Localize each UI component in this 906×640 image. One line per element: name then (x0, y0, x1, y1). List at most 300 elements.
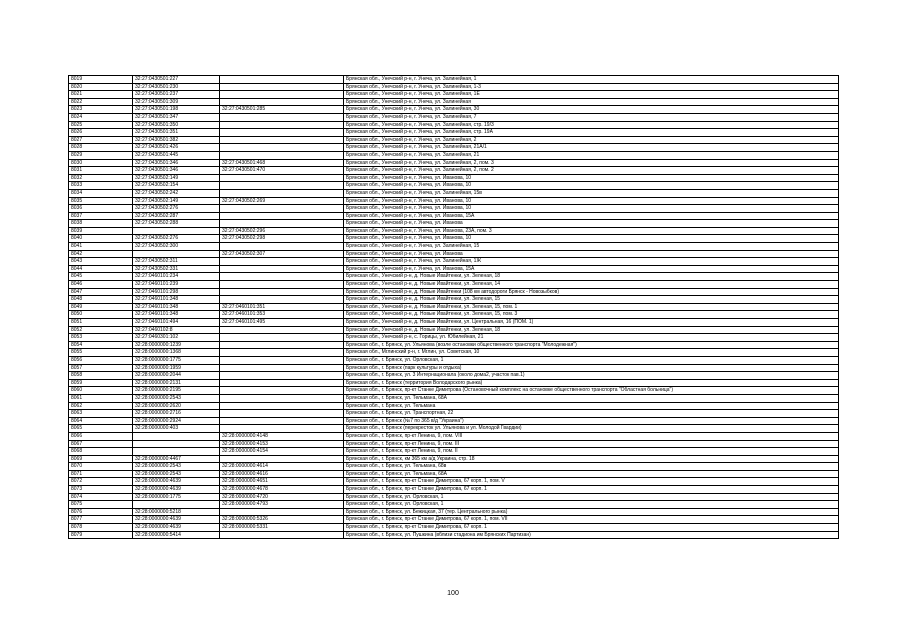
cadastral-number-cell: 32:27:0460101:494 (133, 319, 220, 327)
address-cell: Брянская обл., Унечский р-н, г. Унеча, ул. Залинейная, 15 (344, 243, 839, 251)
registry-table-body (69, 76, 839, 539)
linked-cadastral-number-cell: 32:27:0460101:351 (220, 303, 344, 311)
linked-cadastral-number-cell (220, 205, 344, 213)
table-row (69, 326, 839, 334)
linked-cadastral-number-cell: 32:28:0000000:4793 (220, 501, 344, 509)
table-row (69, 402, 839, 410)
table-row (69, 455, 839, 463)
linked-cadastral-number-cell: 32:28:0000000:4153 (220, 440, 344, 448)
cadastral-number-cell: 32:28:0000000:403 (133, 425, 220, 433)
table-row (69, 425, 839, 433)
address-cell: Брянская обл., Унечский р-н, г. Унеча, ул. Залинейная, 7 (344, 113, 839, 121)
table-row (69, 98, 839, 106)
linked-cadastral-number-cell (220, 265, 344, 273)
address-cell: Брянская обл., Унечский р-н, д. Новые Ивайтенки, ул. Центральная, 16 (ПОМ. 1) (344, 319, 839, 327)
address-cell: Брянская обл., Унечский р-н, г. Унеча, ул. Залинейная, 2 (344, 136, 839, 144)
table-row (69, 220, 839, 228)
address-cell: Брянская обл., Унечский р-н, г. Унеча, ул. Иванова, 23А, пом. 3 (344, 227, 839, 235)
linked-cadastral-number-cell (220, 326, 344, 334)
cadastral-number-cell: 32:27:0460101:348 (133, 311, 220, 319)
table-row (69, 379, 839, 387)
table-row (69, 470, 839, 478)
row-number-cell: 8030 (69, 159, 133, 167)
table-row (69, 410, 839, 418)
address-cell: Брянская обл., г. Брянск (парк культуры и отдыха) (344, 364, 839, 372)
linked-cadastral-number-cell (220, 91, 344, 99)
row-number-cell: 8046 (69, 281, 133, 289)
row-number-cell: 8037 (69, 212, 133, 220)
table-row (69, 197, 839, 205)
table-row (69, 356, 839, 364)
linked-cadastral-number-cell: 32:28:0000000:4651 (220, 478, 344, 486)
row-number-cell: 8043 (69, 258, 133, 266)
linked-cadastral-number-cell (220, 394, 344, 402)
cadastral-number-cell (133, 227, 220, 235)
row-number-cell: 8021 (69, 91, 133, 99)
address-cell: Брянская обл., Унечский р-н, г. Унеча, ул. Иванова, 10 (344, 197, 839, 205)
linked-cadastral-number-cell: 32:27:0430502:269 (220, 197, 344, 205)
linked-cadastral-number-cell (220, 281, 344, 289)
linked-cadastral-number-cell (220, 212, 344, 220)
table-row (69, 372, 839, 380)
table-row (69, 341, 839, 349)
address-cell: Брянская обл., г. Брянск (№7 по 365 в/д "Украина") (344, 417, 839, 425)
table-row (69, 417, 839, 425)
row-number-cell: 8064 (69, 417, 133, 425)
table-row (69, 394, 839, 402)
row-number-cell: 8072 (69, 478, 133, 486)
linked-cadastral-number-cell (220, 182, 344, 190)
table-row (69, 493, 839, 501)
table-row (69, 159, 839, 167)
cadastral-number-cell: 32:28:0000000:2543 (133, 470, 220, 478)
cadastral-number-cell: 32:27:0430502:242 (133, 189, 220, 197)
row-number-cell: 8027 (69, 136, 133, 144)
row-number-cell: 8036 (69, 205, 133, 213)
address-cell: Брянская обл., Унечский р-н, г. Унеча, ул. Залинейная, стр. 19/3 (344, 121, 839, 129)
linked-cadastral-number-cell (220, 243, 344, 251)
linked-cadastral-number-cell: 32:28:0000000:5326 (220, 516, 344, 524)
address-cell: Брянская обл., Унечский р-н, г. Унеча, ул. Залинейная, 21А/1 (344, 144, 839, 152)
linked-cadastral-number-cell (220, 136, 344, 144)
row-number-cell: 8020 (69, 83, 133, 91)
row-number-cell: 8022 (69, 98, 133, 106)
row-number-cell: 8059 (69, 379, 133, 387)
table-row (69, 83, 839, 91)
linked-cadastral-number-cell: 32:27:0430501:468 (220, 159, 344, 167)
table-row (69, 243, 839, 251)
address-cell: Брянская обл., Унечский р-н, г. Унеча, ул. Иванова (344, 220, 839, 228)
table-row (69, 334, 839, 342)
cadastral-number-cell: 32:27:0430502:149 (133, 197, 220, 205)
row-number-cell: 8067 (69, 440, 133, 448)
row-number-cell: 8041 (69, 243, 133, 251)
linked-cadastral-number-cell (220, 83, 344, 91)
cadastral-number-cell: 32:27:0430501:347 (133, 113, 220, 121)
linked-cadastral-number-cell (220, 531, 344, 539)
linked-cadastral-number-cell (220, 189, 344, 197)
cadastral-number-cell: 32:27:0430501:351 (133, 129, 220, 137)
address-cell: Брянская обл., Унечский р-н, д. Новые Ивайтенки, ул. Зеленая, 14 (344, 281, 839, 289)
registry-table (68, 75, 839, 539)
address-cell: Брянская обл., Унечский р-н, г. Унеча, ул. Залинейная, 1 (344, 76, 839, 84)
address-cell: Брянская обл., г. Брянск, пр-кт Ленина, 9, пом. VIII (344, 432, 839, 440)
linked-cadastral-number-cell (220, 258, 344, 266)
address-cell: Брянская обл., г. Брянск, ул. Пушкина (вблизи стадиона им Брянских Партизан) (344, 531, 839, 539)
row-number-cell: 8056 (69, 356, 133, 364)
address-cell: Брянская обл., г. Брянск (перекресток ул. Ульянова и ул. Молодой Гвардии) (344, 425, 839, 433)
address-cell: Брянская обл., Унечский р-н, с. Горицы, ул. Юбилейная, 21 (344, 334, 839, 342)
row-number-cell: 8068 (69, 448, 133, 456)
table-row (69, 189, 839, 197)
address-cell: Брянская обл., г. Брянск, ул. Транспортная, 22 (344, 410, 839, 418)
cadastral-number-cell: 32:28:0000000:2543 (133, 394, 220, 402)
cadastral-number-cell: 32:27:0430501:230 (133, 83, 220, 91)
table-row (69, 364, 839, 372)
row-number-cell: 8074 (69, 493, 133, 501)
linked-cadastral-number-cell: 32:28:0000000:5331 (220, 524, 344, 532)
row-number-cell: 8058 (69, 372, 133, 380)
cadastral-number-cell: 32:27:0460101:298 (133, 288, 220, 296)
table-row (69, 448, 839, 456)
table-row (69, 303, 839, 311)
table-row (69, 258, 839, 266)
table-row (69, 524, 839, 532)
row-number-cell: 8023 (69, 106, 133, 114)
cadastral-number-cell: 32:27:0430502:276 (133, 235, 220, 243)
table-row (69, 296, 839, 304)
address-cell: Брянская обл., Унечский р-н, г. Унеча, ул. Залинейная, 30 (344, 106, 839, 114)
address-cell: Брянская обл., Унечский р-н, д. Новые Ивайтенки, ул. Зеленая, 15 (344, 296, 839, 304)
linked-cadastral-number-cell (220, 455, 344, 463)
linked-cadastral-number-cell (220, 334, 344, 342)
linked-cadastral-number-cell (220, 113, 344, 121)
row-number-cell: 8047 (69, 288, 133, 296)
table-row (69, 174, 839, 182)
cadastral-number-cell (133, 440, 220, 448)
linked-cadastral-number-cell: 32:27:0460101:353 (220, 311, 344, 319)
linked-cadastral-number-cell: 32:28:0000000:4614 (220, 463, 344, 471)
table-row (69, 349, 839, 357)
cadastral-number-cell: 32:28:0000000:2620 (133, 402, 220, 410)
address-cell: Брянская обл., Унечский р-н, г. Унеча, ул. Иванова, 10 (344, 205, 839, 213)
cadastral-number-cell: 32:27:0430502:311 (133, 258, 220, 266)
linked-cadastral-number-cell (220, 98, 344, 106)
linked-cadastral-number-cell (220, 129, 344, 137)
cadastral-number-cell (133, 448, 220, 456)
cadastral-number-cell: 32:27:0430501:309 (133, 98, 220, 106)
address-cell: Брянская обл., г. Брянск, пр-кт Станке Димитрова, 67 корп. 1, пом. V (344, 478, 839, 486)
linked-cadastral-number-cell: 32:27:0430502:307 (220, 250, 344, 258)
linked-cadastral-number-cell: 32:27:0430502:296 (220, 227, 344, 235)
linked-cadastral-number-cell (220, 372, 344, 380)
table-row (69, 182, 839, 190)
cadastral-number-cell: 32:27:0430502:287 (133, 212, 220, 220)
address-cell: Брянская обл., Унечский р-н, г. Унеча, ул. Залинейная, 21 (344, 151, 839, 159)
cadastral-number-cell: 32:27:0460102:8 (133, 326, 220, 334)
address-cell: Брянская обл., г. Брянск, пр-кт Станке Димитрова (Остановочный комплекс на остановке общественного транспорта "Областная больница") (344, 387, 839, 395)
address-cell: Брянская обл., г. Брянск, пр-кт Станке Димитрова, 67 корп. 1 (344, 524, 839, 532)
cadastral-number-cell: 32:28:0000000:1775 (133, 356, 220, 364)
cadastral-number-cell: 32:27:0430502:149 (133, 174, 220, 182)
row-number-cell: 8062 (69, 402, 133, 410)
cadastral-number-cell: 32:28:0000000:2195 (133, 387, 220, 395)
address-cell: Брянская обл., г. Брянск, ул. Ульянова (возле остановки общественного транспорта "Молодежная") (344, 341, 839, 349)
row-number-cell: 8049 (69, 303, 133, 311)
cadastral-number-cell: 32:27:0430501:346 (133, 167, 220, 175)
linked-cadastral-number-cell (220, 341, 344, 349)
row-number-cell: 8031 (69, 167, 133, 175)
address-cell: Брянская обл., Унечский р-н, г. Унеча, ул. Иванова, 10 (344, 182, 839, 190)
address-cell: Брянская обл., г. Брянск, ул. Орловская, 1 (344, 493, 839, 501)
linked-cadastral-number-cell (220, 387, 344, 395)
row-number-cell: 8078 (69, 524, 133, 532)
row-number-cell: 8033 (69, 182, 133, 190)
linked-cadastral-number-cell (220, 151, 344, 159)
row-number-cell: 8039 (69, 227, 133, 235)
table-row (69, 463, 839, 471)
row-number-cell: 8024 (69, 113, 133, 121)
table-row (69, 432, 839, 440)
table-row (69, 265, 839, 273)
table-row (69, 212, 839, 220)
address-cell: Брянская обл., г. Брянск, ул. Тельмана (344, 402, 839, 410)
cadastral-number-cell: 32:27:0430501:382 (133, 136, 220, 144)
table-row (69, 235, 839, 243)
cadastral-number-cell: 32:28:0000000:1239 (133, 341, 220, 349)
linked-cadastral-number-cell: 32:27:0430501:285 (220, 106, 344, 114)
linked-cadastral-number-cell: 32:28:0000000:4720 (220, 493, 344, 501)
cadastral-number-cell: 32:28:0000000:5218 (133, 508, 220, 516)
row-number-cell: 8038 (69, 220, 133, 228)
linked-cadastral-number-cell (220, 144, 344, 152)
table-row (69, 106, 839, 114)
row-number-cell: 8042 (69, 250, 133, 258)
table-row (69, 129, 839, 137)
row-number-cell: 8076 (69, 508, 133, 516)
table-row (69, 76, 839, 84)
row-number-cell: 8032 (69, 174, 133, 182)
table-row (69, 288, 839, 296)
cadastral-number-cell (133, 250, 220, 258)
row-number-cell: 8077 (69, 516, 133, 524)
cadastral-number-cell: 32:27:0430501:346 (133, 159, 220, 167)
cadastral-number-cell: 32:27:0430501:227 (133, 76, 220, 84)
address-cell: Брянская обл., г. Брянск, км 365 км а/д Украина, стр. 18 (344, 455, 839, 463)
table-row (69, 508, 839, 516)
cadastral-number-cell (133, 432, 220, 440)
address-cell: Брянская обл., г. Брянск, пр-кт Станке Димитрова, 67 корп. 1 (344, 486, 839, 494)
table-row (69, 136, 839, 144)
row-number-cell: 8070 (69, 463, 133, 471)
address-cell: Брянская обл., Унечский р-н, д. Новые Ивайтенки, ул. Зеленая, 18 (344, 273, 839, 281)
table-row (69, 516, 839, 524)
cadastral-number-cell: 32:28:0000000:2924 (133, 417, 220, 425)
cadastral-number-cell: 32:28:0000000:2716 (133, 410, 220, 418)
table-row (69, 311, 839, 319)
row-number-cell: 8052 (69, 326, 133, 334)
address-cell: Брянская обл., Унечский р-н, д. Новые Ивайтенки, ул. Зеленая, 15, пом. 3 (344, 311, 839, 319)
row-number-cell: 8061 (69, 394, 133, 402)
row-number-cell: 8048 (69, 296, 133, 304)
cadastral-number-cell: 32:27:0430501:237 (133, 91, 220, 99)
cadastral-number-cell: 32:28:0000000:4639 (133, 486, 220, 494)
linked-cadastral-number-cell (220, 174, 344, 182)
cadastral-number-cell: 32:27:0460101:348 (133, 296, 220, 304)
row-number-cell: 8040 (69, 235, 133, 243)
linked-cadastral-number-cell (220, 288, 344, 296)
table-row (69, 151, 839, 159)
row-number-cell: 8019 (69, 76, 133, 84)
row-number-cell: 8075 (69, 501, 133, 509)
linked-cadastral-number-cell (220, 508, 344, 516)
cadastral-number-cell: 32:27:0430502:331 (133, 265, 220, 273)
cadastral-number-cell: 32:28:0000000:4639 (133, 524, 220, 532)
address-cell: Брянская обл., г. Брянск, ул. Тельмана, 68А (344, 394, 839, 402)
cadastral-number-cell: 32:28:0000000:1959 (133, 364, 220, 372)
address-cell: Брянская обл., г. Брянск, ул. Тельмана, 68А (344, 470, 839, 478)
address-cell: Брянская обл., Унечский р-н, г. Унеча, ул. Залинейная, стр. 19А (344, 129, 839, 137)
address-cell: Брянская обл., Унечский р-н, г. Унеча, ул. Иванова, 15А (344, 265, 839, 273)
row-number-cell: 8050 (69, 311, 133, 319)
cadastral-number-cell: 32:27:0430502:276 (133, 205, 220, 213)
cadastral-number-cell: 32:27:0430501:350 (133, 121, 220, 129)
linked-cadastral-number-cell: 32:27:0430501:470 (220, 167, 344, 175)
address-cell: Брянская обл., Унечский р-н, г. Унеча, ул. Иванова (344, 250, 839, 258)
cadastral-number-cell: 32:27:0430502:300 (133, 243, 220, 251)
linked-cadastral-number-cell (220, 364, 344, 372)
address-cell: Брянская обл., г. Брянск, пр-кт Станке Димитрова, 67 корп. 1, пом. VII (344, 516, 839, 524)
table-row (69, 227, 839, 235)
address-cell: Брянская обл., г. Брянск, ул. Орловская, 1 (344, 356, 839, 364)
linked-cadastral-number-cell (220, 402, 344, 410)
address-cell: Брянская обл., Унечский р-н, д. Новые Ивайтенки (108 км автодороги Брянск - Новозыбков) (344, 288, 839, 296)
linked-cadastral-number-cell: 32:27:0460101:495 (220, 319, 344, 327)
cadastral-number-cell: 32:28:0000000:4639 (133, 478, 220, 486)
address-cell: Брянская обл., Унечский р-н, г. Унеча, ул. Иванова, 10 (344, 235, 839, 243)
address-cell: Брянская обл., Унечский р-н, г. Унеча, ул. Залинейная, 2, пом. 2 (344, 167, 839, 175)
address-cell: Брянская обл., г. Брянск, ул. 3 Интернационала (около дома2, участок пав.1) (344, 372, 839, 380)
cadastral-number-cell: 32:27:0460101:239 (133, 281, 220, 289)
table-row (69, 121, 839, 129)
row-number-cell: 8060 (69, 387, 133, 395)
address-cell: Брянская обл., г. Брянск (территория Володарского рынка) (344, 379, 839, 387)
table-row (69, 486, 839, 494)
cadastral-number-cell: 32:28:0000000:5414 (133, 531, 220, 539)
address-cell: Брянская обл., Унечский р-н, г. Унеча, ул. Залинейная, 1Е (344, 91, 839, 99)
linked-cadastral-number-cell (220, 349, 344, 357)
row-number-cell: 8065 (69, 425, 133, 433)
address-cell: Брянская обл., Унечский р-н, д. Новые Ивайтенки, ул. Зеленая, 15, пом. 1 (344, 303, 839, 311)
table-row (69, 205, 839, 213)
linked-cadastral-number-cell (220, 220, 344, 228)
cadastral-number-cell: 32:28:0000000:4639 (133, 516, 220, 524)
address-cell: Брянская обл., Унечский р-н, д. Новые Ивайтенки, ул. Зеленая, 18 (344, 326, 839, 334)
cadastral-number-cell: 32:28:0000000:2131 (133, 379, 220, 387)
table-row (69, 478, 839, 486)
address-cell: Брянская обл., Унечский р-н, г. Унеча, ул. Иванова, 10 (344, 174, 839, 182)
table-row (69, 273, 839, 281)
row-number-cell: 8063 (69, 410, 133, 418)
address-cell: Брянская обл., г. Брянск, ул. Тельмана, 68в (344, 463, 839, 471)
linked-cadastral-number-cell (220, 425, 344, 433)
row-number-cell: 8073 (69, 486, 133, 494)
cadastral-number-cell: 32:27:0460101:348 (133, 303, 220, 311)
cadastral-number-cell: 32:27:0430501:198 (133, 106, 220, 114)
cadastral-number-cell: 32:28:0000000:1368 (133, 349, 220, 357)
address-cell: Брянская обл., г. Брянск, ул. Орловская, 1 (344, 501, 839, 509)
row-number-cell: 8026 (69, 129, 133, 137)
row-number-cell: 8055 (69, 349, 133, 357)
row-number-cell: 8028 (69, 144, 133, 152)
table-row (69, 250, 839, 258)
address-cell: Брянская обл., г. Брянск, пр-кт Ленина, 9, пом. II (344, 448, 839, 456)
linked-cadastral-number-cell (220, 417, 344, 425)
page-number: 100 (447, 590, 459, 597)
table-row (69, 281, 839, 289)
row-number-cell: 8066 (69, 432, 133, 440)
cadastral-number-cell: 32:27:0430501:445 (133, 151, 220, 159)
cadastral-number-cell (133, 501, 220, 509)
row-number-cell: 8051 (69, 319, 133, 327)
row-number-cell: 8069 (69, 455, 133, 463)
cadastral-number-cell: 32:27:0460101:234 (133, 273, 220, 281)
cadastral-number-cell: 32:27:0430502:288 (133, 220, 220, 228)
address-cell: Брянская обл., Мглинский р-н, г. Мглин, ул. Советская, 10 (344, 349, 839, 357)
linked-cadastral-number-cell (220, 410, 344, 418)
row-number-cell: 8071 (69, 470, 133, 478)
cadastral-number-cell: 32:28:0000000:2543 (133, 463, 220, 471)
row-number-cell: 8025 (69, 121, 133, 129)
linked-cadastral-number-cell: 32:28:0000000:4616 (220, 470, 344, 478)
linked-cadastral-number-cell: 32:28:0000000:4148 (220, 432, 344, 440)
row-number-cell: 8079 (69, 531, 133, 539)
linked-cadastral-number-cell (220, 121, 344, 129)
table-row (69, 91, 839, 99)
address-cell: Брянская обл., г. Брянск, пр-кт Ленина, 9, пом. III (344, 440, 839, 448)
row-number-cell: 8029 (69, 151, 133, 159)
linked-cadastral-number-cell: 32:27:0430502:298 (220, 235, 344, 243)
linked-cadastral-number-cell (220, 76, 344, 84)
cadastral-number-cell: 32:28:0000000:1775 (133, 493, 220, 501)
row-number-cell: 8044 (69, 265, 133, 273)
address-cell: Брянская обл., Унечский р-н, г. Унеча, ул. Залинейная, 15в (344, 189, 839, 197)
linked-cadastral-number-cell: 32:28:0000000:4154 (220, 448, 344, 456)
row-number-cell: 8053 (69, 334, 133, 342)
linked-cadastral-number-cell (220, 296, 344, 304)
table-row (69, 144, 839, 152)
cadastral-number-cell: 32:27:0430501:426 (133, 144, 220, 152)
address-cell: Брянская обл., Унечский р-н, г. Унеча, ул. Залинейная, 1Ж (344, 258, 839, 266)
linked-cadastral-number-cell: 32:28:0000000:4678 (220, 486, 344, 494)
linked-cadastral-number-cell (220, 379, 344, 387)
table-row (69, 440, 839, 448)
cadastral-number-cell: 32:28:0000000:4467 (133, 455, 220, 463)
table-row (69, 531, 839, 539)
address-cell: Брянская обл., Унечский р-н, г. Унеча, ул. Залинейная (344, 98, 839, 106)
table-row (69, 387, 839, 395)
table-row (69, 501, 839, 509)
row-number-cell: 8045 (69, 273, 133, 281)
cadastral-number-cell: 32:27:0460301:102 (133, 334, 220, 342)
row-number-cell: 8054 (69, 341, 133, 349)
row-number-cell: 8035 (69, 197, 133, 205)
address-cell: Брянская обл., Унечский р-н, г. Унеча, ул. Залинейная, 2, пом. 3 (344, 159, 839, 167)
table-row (69, 113, 839, 121)
linked-cadastral-number-cell (220, 273, 344, 281)
linked-cadastral-number-cell (220, 356, 344, 364)
cadastral-number-cell: 32:27:0430502:154 (133, 182, 220, 190)
